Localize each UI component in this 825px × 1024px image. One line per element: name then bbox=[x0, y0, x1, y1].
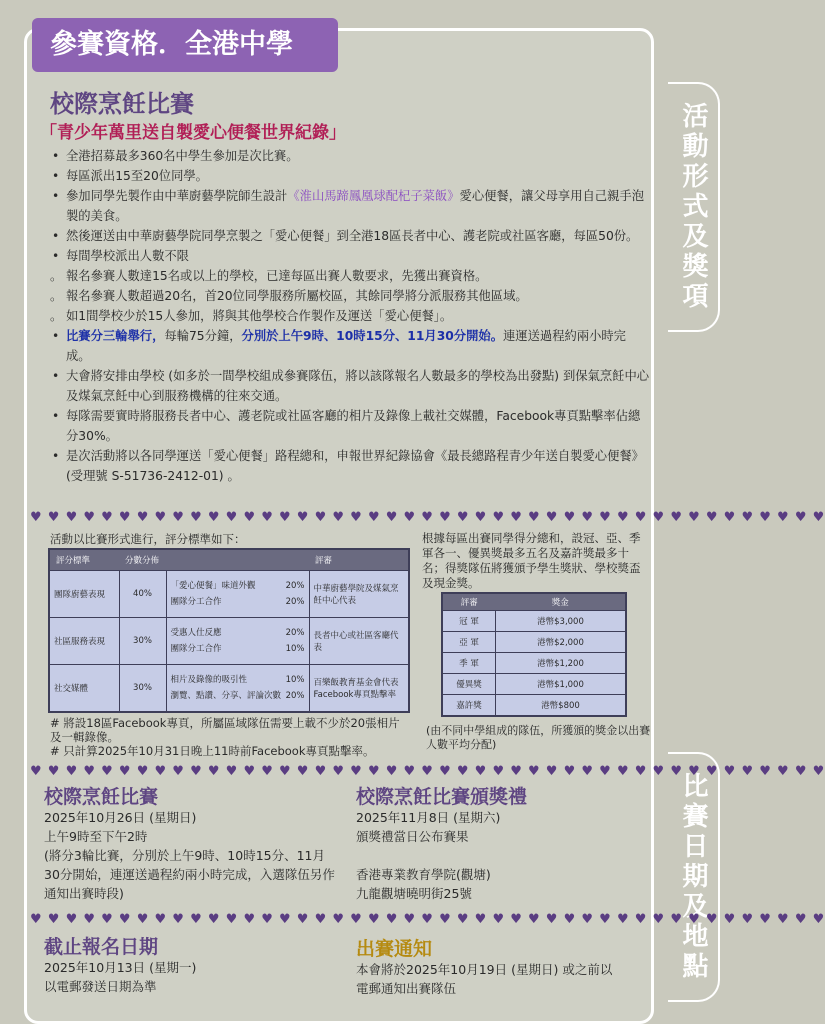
table-row: 亞 軍 港幣$2,000 bbox=[442, 632, 626, 653]
list-item: • 是次活動將以各同學運送「愛心便餐」路程總和，申報世界紀錄協會《最長總路程青少年送自製愛心便餐》(受理號 S-51736-2412-01) 。 bbox=[52, 446, 650, 486]
footnote-facebook: # 將設18區Facebook專頁，所屬區域隊伍需要上載不少於20張相片及一輯錄像。 bbox=[50, 716, 400, 744]
list-item: • 全港招募最多360名中學生參加是次比賽。 bbox=[52, 146, 650, 166]
list-item: • 每區派出15至20位同學。 bbox=[52, 166, 650, 186]
heart-divider: ♥ ♥ ♥ ♥ ♥ ♥ ♥ ♥ ♥ ♥ ♥ ♥ ♥ ♥ ♥ ♥ ♥ ♥ ♥ ♥ ♥ ♥ ♥ ♥ ♥ ♥ ♥ ♥ ♥ ♥ ♥ ♥ ♥ ♥ ♥ ♥ ♥ ♥ ♥ ♥ ♥ ♥ ♥ ♥ ♥ bbox=[30, 764, 825, 779]
section-body-award: 2025年11月8日 (星期六) 頒獎禮當日公布賽果 香港專業教育學院(觀塘) 九龍觀塘曉明街25號 bbox=[356, 810, 501, 901]
table-row: 優異獎 港幣$1,000 bbox=[442, 674, 626, 695]
competition-heading: 校際烹飪比賽 bbox=[50, 90, 194, 118]
section-title-competition: 校際烹飪比賽 bbox=[44, 786, 159, 808]
prize-table bbox=[441, 592, 627, 717]
list-item: • 每隊需要實時將服務長者中心、護老院或社區客廳的相片及錄像上載社交媒體，Facebook專頁點擊率佔總分30%。 bbox=[52, 406, 650, 446]
section-title-notice: 出賽通知 bbox=[356, 938, 433, 960]
score-table bbox=[48, 548, 410, 713]
prize-intro: 根據每區出賽同學得分總和，設冠、亞、季軍各一、優異獎最多五名及嘉許獎最多十名；得獎隊伍將獲頒予學生獎狀、學校獎盃及現金獎。 bbox=[422, 531, 641, 590]
table-row: 嘉許獎 港幣$800 bbox=[442, 695, 626, 717]
footnote-deadline: # 只計算2025年10月31日晚上11時前Facebook專頁點擊率。 bbox=[50, 744, 375, 758]
rules-list bbox=[52, 146, 650, 486]
prize-note: (由不同中學組成的隊伍，所獲頒的獎金以出賽人數平均分配) bbox=[426, 724, 651, 751]
list-item: • 每間學校派出人數不限 bbox=[52, 246, 650, 266]
section-title-award: 校際烹飪比賽頒獎禮 bbox=[356, 786, 528, 808]
list-item: • 然後運送由中華廚藝學院同學烹製之「愛心便餐」到全港18區長者中心、護老院或社區客廳，每區50份。 bbox=[52, 226, 650, 246]
table-header: 評審 bbox=[309, 549, 409, 571]
page-tab-title: 參賽資格．全港中學 bbox=[32, 18, 338, 72]
section-body-competition: 2025年10月26日 (星期日) 上午9時至下午2時 (將分3輪比賽，分別於上午9時、10時15分、11月30分開始，連運送過程約兩小時完成，入選隊伍另作通知出賽時段) bbox=[44, 810, 335, 901]
competition-subheading: 「青少年萬里送自製愛心便餐世界紀錄」 bbox=[40, 123, 346, 143]
list-item: • 比賽分三輪舉行，每輪75分鐘，分別於上午9時、10時15分、11月30分開始。連運送過程約兩小時完成。 bbox=[52, 326, 650, 366]
list-item: 。 報名參賽人數達15名或以上的學校，已達每區出賽人數要求，先獲出賽資格。 bbox=[52, 266, 650, 286]
heart-divider: ♥ ♥ ♥ ♥ ♥ ♥ ♥ ♥ ♥ ♥ ♥ ♥ ♥ ♥ ♥ ♥ ♥ ♥ ♥ ♥ ♥ ♥ ♥ ♥ ♥ ♥ ♥ ♥ ♥ ♥ ♥ ♥ ♥ ♥ ♥ ♥ ♥ ♥ ♥ ♥ ♥ ♥ ♥ ♥ ♥ bbox=[30, 912, 825, 927]
side-label-dates: 比賽日期及地點 bbox=[668, 752, 720, 1002]
table-row: 團隊廚藝表現 40% 「愛心便餐」味道外觀 20% 團隊分工合作 20% 中華廚藝學院及煤氣烹飪中心代表 bbox=[49, 571, 409, 618]
heart-divider: ♥ ♥ ♥ ♥ ♥ ♥ ♥ ♥ ♥ ♥ ♥ ♥ ♥ ♥ ♥ ♥ ♥ ♥ ♥ ♥ ♥ ♥ ♥ ♥ ♥ ♥ ♥ ♥ ♥ ♥ ♥ ♥ ♥ ♥ ♥ ♥ ♥ ♥ ♥ ♥ ♥ ♥ ♥ ♥ ♥ bbox=[30, 510, 825, 525]
list-item: 。 報名參賽人數超過20名，首20位同學服務所屬校區，其餘同學將分派服務其他區域。 bbox=[52, 286, 650, 306]
table-row: 季 軍 港幣$1,200 bbox=[442, 653, 626, 674]
table-row: 社區服務表現 30% 受惠人仕反應 20% 團隊分工合作 10% 長者中心或社區客廳代表 bbox=[49, 618, 409, 665]
table-header: 分數分佈 bbox=[119, 549, 309, 571]
section-body-deadline: 2025年10月13日 (星期一) 以電郵發送日期為準 bbox=[44, 960, 197, 994]
side-label-format: 活動形式及獎項 bbox=[668, 82, 720, 332]
section-title-deadline: 截止報名日期 bbox=[44, 936, 159, 958]
table-header: 評分標準 bbox=[49, 549, 119, 571]
table-row: 社交媒體 30% 相片及錄像的吸引性 10% 瀏覽、點讚、分享、評論次數 20% 百樂飯教育基金會代表Facebook專頁點擊率 bbox=[49, 665, 409, 713]
list-item: 。 如1間學校少於15人參加，將與其他學校合作製作及運送「愛心便餐」。 bbox=[52, 306, 650, 326]
list-item: • 大會將安排由學校 (如多於一間學校組成參賽隊伍，將以該隊報名人數最多的學校為出發點) 到保氣烹飪中心及煤氣烹飪中心到服務機構的往來交通。 bbox=[52, 366, 650, 406]
list-item: • 參加同學先製作由中華廚藝學院師生設計《淮山馬蹄鳳凰球配杞子菜飯》愛心便餐，讓父母享用自己親手泡製的美食。 bbox=[52, 186, 650, 226]
table-header: 評審 bbox=[442, 593, 496, 611]
table-row: 冠 軍 港幣$3,000 bbox=[442, 611, 626, 632]
section-body-notice: 本會將於2025年10月19日 (星期日) 或之前以電郵通知出賽隊伍 bbox=[356, 962, 613, 996]
score-intro: 活動以比賽形式進行，評分標準如下： bbox=[50, 532, 246, 546]
table-header: 獎金 bbox=[496, 593, 627, 611]
